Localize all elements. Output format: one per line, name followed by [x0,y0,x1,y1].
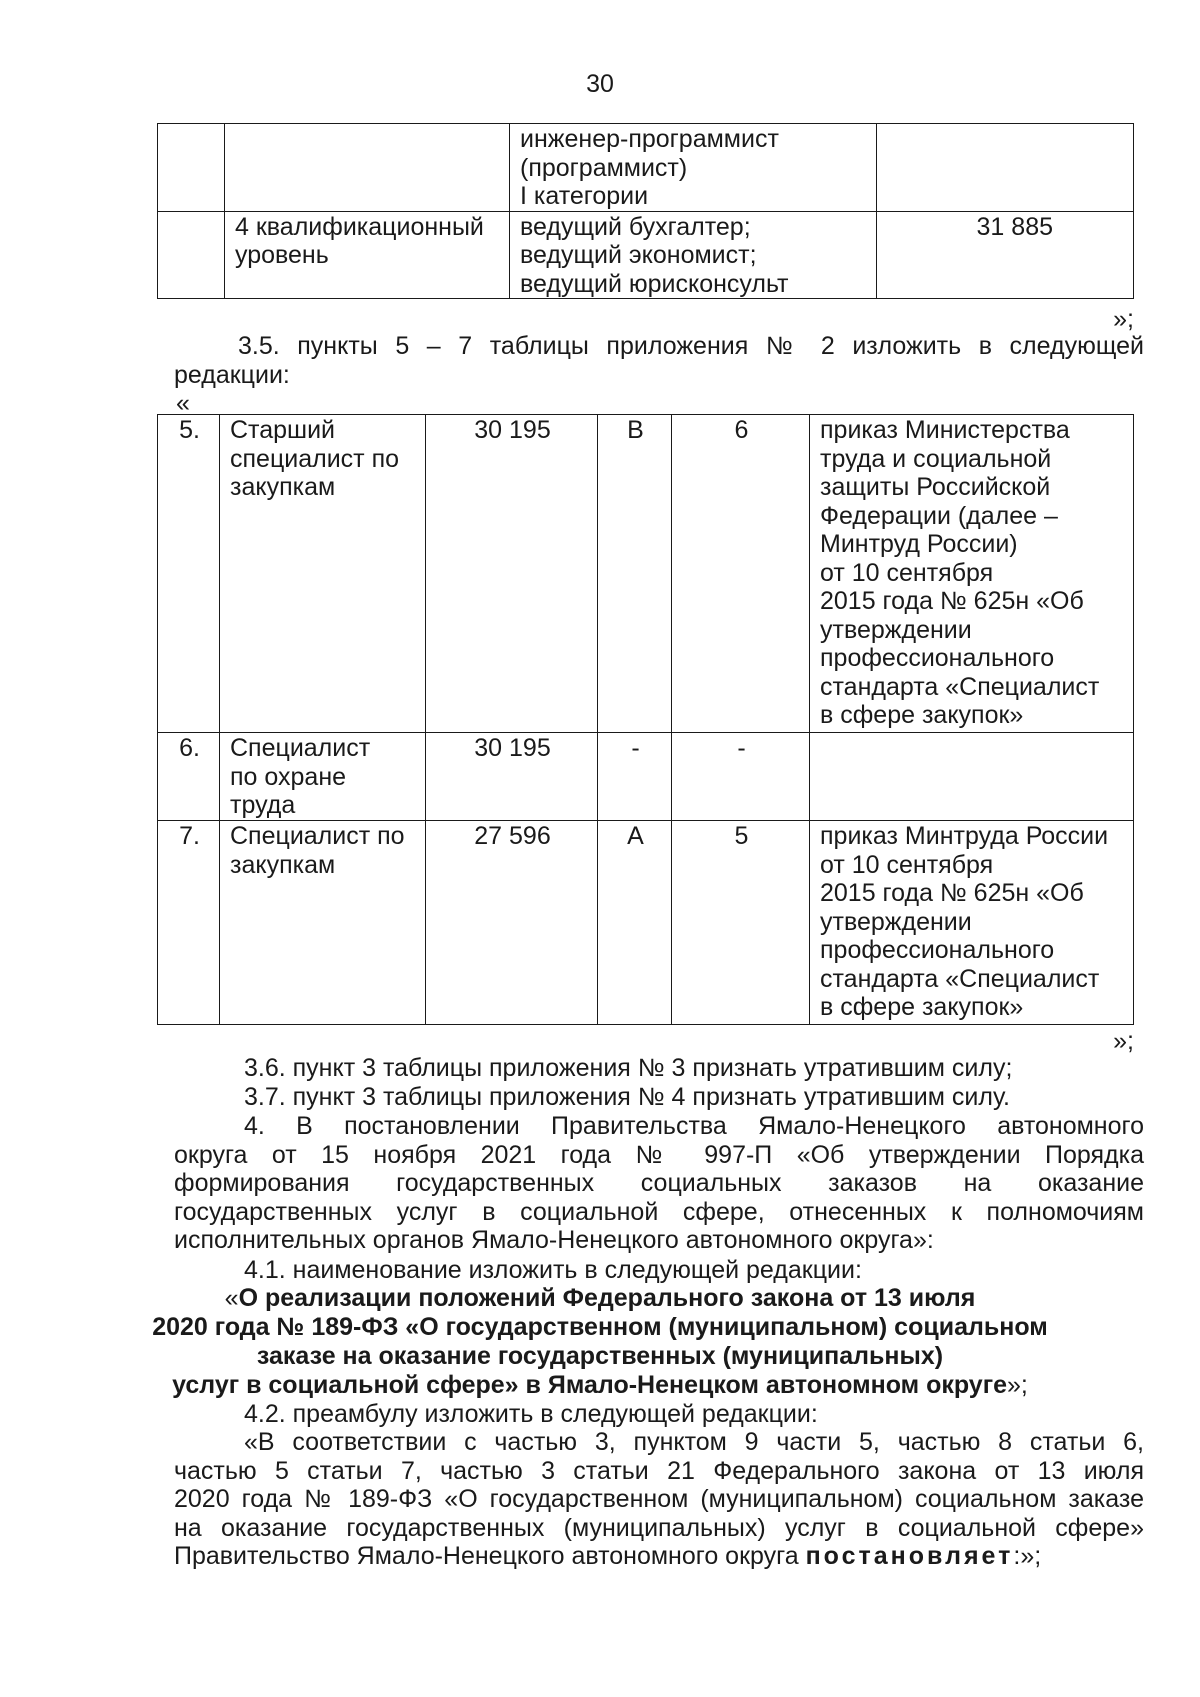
table-cell [158,211,225,299]
cell-line: приказ Министерства [820,416,1070,444]
cell-line: Федерации (далее – [820,501,1058,530]
legal-basis [810,821,1134,1025]
closing-quote: »; [1007,1371,1028,1399]
table-cell [158,124,225,212]
title-line [0,1371,1200,1400]
qualification-sublevel: 5 [672,821,810,1025]
preamble [174,1428,1144,1571]
cell-line: утверждении [820,907,972,936]
cell-line: специалист по [230,444,400,473]
table-cell [225,124,510,212]
cell-line: ведущий юрисконсульт [520,269,789,298]
paragraph-4-2: 4.2. преамбулу изложить в следующей редакции: [244,1400,818,1428]
cell-line: от 10 сентября [820,850,994,879]
table-row [158,415,1134,733]
cell-line: труда и социальной [820,444,1052,473]
closing-quote: :»; [1013,1542,1042,1570]
cell-line: (программист) [520,153,688,182]
title-line [0,1284,1200,1313]
positions-table [157,414,1134,1025]
table-row [158,733,1134,821]
title-line: 2020 года № 189-ФЗ «О государственном (муниципальном) социальном [152,1313,1048,1341]
text-line: формирования государственных социальных заказов на оказание [174,1169,1144,1197]
text-line [174,1542,1144,1571]
cell-line: закупкам [230,850,336,879]
cell-line: профессионального [820,936,1055,964]
decree-word: постановляет [805,1542,1014,1570]
paragraph-4 [174,1112,1144,1255]
cell-line: по охране [230,762,347,791]
cell-line: инженер-программист [520,125,779,153]
salary-value: 30 195 [426,415,598,733]
paragraph-3-7: 3.7. пункт 3 таблицы приложения № 4 признать утратившим силу. [244,1083,1010,1111]
cell-line: ведущий бухгалтер; [520,212,751,241]
position-name [220,415,426,733]
cell-line: Старший [230,416,336,444]
cell-line: защиты Российской [820,473,1051,501]
text-line: исполнительных органов Ямало-Ненецкого автономного округа»: [174,1226,934,1254]
cell-line: Специалист по [230,822,405,850]
cell-line: в сфере закупок» [820,993,1024,1021]
cell-line: 2015 года № 625н «Об [820,879,1084,907]
text-line: «В соответствии с частью 3, пунктом 9 части 5, частью 8 статьи 6, [244,1428,1144,1456]
table-row [158,211,1134,299]
table-row [158,124,1134,212]
cell-line: 2015 года № 625н «Об [820,587,1084,615]
qualification-level: В [598,415,672,733]
preamble-text: Правительство Ямало-Ненецкого автономного округа [174,1542,806,1570]
paragraph-3-6: 3.6. пункт 3 таблицы приложения № 3 признать утратившим силу; [244,1054,1013,1082]
text-line: 2020 года № 189-ФЗ «О государственном (муниципальном) социальном заказе [174,1485,1144,1513]
cell-line: стандарта «Специалист [820,964,1100,993]
row-number: 7. [158,821,220,1025]
table-cell-level [225,211,510,299]
cell-line: ведущий экономист; [520,241,757,269]
title-text: услуг в социальной сфере» в Ямало-Ненецком автономном округе [172,1371,1008,1399]
cell-line: профессионального [820,644,1055,672]
text-line: 4. В постановлении Правительства Ямало-Ненецкого автономного [244,1112,1144,1140]
cell-line: Специалист [230,734,371,762]
cell-line: в сфере закупок» [820,701,1024,729]
cell-line: 4 квалификационный [235,212,484,241]
title-line: заказе на оказание государственных (муниципальных) [256,1342,944,1370]
text-line: государственных услуг в социальной сфере, отнесенных к полномочиям [174,1197,1144,1226]
qualification-level: - [598,733,672,821]
cell-line: стандарта «Специалист [820,672,1100,701]
position-name [220,733,426,821]
table-cell-position [510,124,877,212]
closing-quote: »; [1113,1027,1134,1055]
row-number: 6. [158,733,220,821]
salary-value: 30 195 [426,733,598,821]
text-line: 3.5. пункты 5 – 7 таблицы приложения № 2 изложить в следующей [238,332,1144,360]
text-line: частью 5 статьи 7, частью 3 статьи 21 Федерального закона от 13 июля [174,1456,1144,1485]
salary-table-continuation [157,123,1134,299]
table-cell-salary: 31 885 [877,211,1134,299]
position-name [220,821,426,1025]
cell-line: закупкам [230,473,336,501]
cell-line: труда [230,791,296,819]
table-cell [877,124,1134,212]
qualification-sublevel: - [672,733,810,821]
legal-basis [810,415,1134,733]
salary-value: 27 596 [426,821,598,1025]
closing-quote: »; [1113,305,1134,333]
cell-line: приказ Минтруда России [820,822,1109,850]
table-row [158,821,1134,1025]
text-line: округа от 15 ноября 2021 года № 997-П «Об утверждении Порядка [174,1140,1144,1169]
page-number: 30 [586,70,614,98]
cell-line: утверждении [820,615,972,644]
table-cell-position [510,211,877,299]
title-text: О реализации положений Федерального закона от 13 июля [238,1284,976,1312]
opening-quote: « [176,389,190,417]
qualification-level: А [598,821,672,1025]
paragraph-4-1: 4.1. наименование изложить в следующей редакции: [244,1256,862,1284]
qualification-sublevel: 6 [672,415,810,733]
cell-line: Минтруд России) [820,530,1018,558]
cell-line: от 10 сентября [820,558,994,587]
text-line: редакции: [174,361,290,389]
row-number: 5. [158,415,220,733]
opening-quote: « [224,1284,239,1312]
legal-basis [810,733,1134,821]
cell-line: I категории [520,182,649,210]
cell-line: уровень [235,241,329,269]
text-line: на оказание государственных (муниципальных) услуг в социальной сфере» [174,1513,1144,1542]
paragraph-3-5 [174,332,1144,361]
